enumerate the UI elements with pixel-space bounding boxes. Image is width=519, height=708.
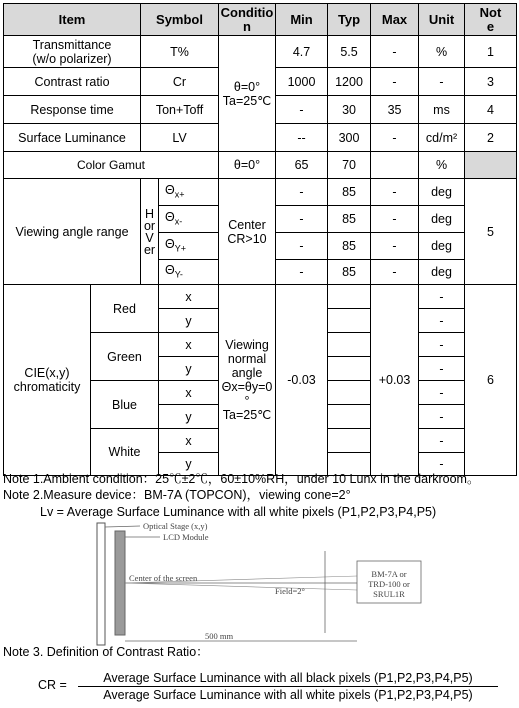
header-item: Item: [4, 4, 141, 36]
transmittance-item: Transmittance (w/o polarizer): [4, 36, 141, 68]
viewing-max-1: -: [371, 179, 419, 206]
viewing-typ-4: 85: [328, 260, 371, 285]
viewing-typ-1: 85: [328, 179, 371, 206]
device-line-3: SRUL1R: [373, 589, 405, 599]
contrast-note: 3: [465, 68, 517, 96]
note-2: Note 2.Measure device：BM-7A (TOPCON)，viewing cone=2°: [3, 488, 351, 502]
cie-condition: Viewing normal angle Θx=θy=0 ° Ta=25℃: [219, 285, 276, 476]
viewing-symbol-x-plus: $\Theta_{x+}$: [159, 179, 219, 206]
viewing-min-3: -: [276, 233, 328, 260]
cie-unit-7: -: [419, 429, 465, 453]
lcd-module-shape: [115, 531, 125, 635]
transmittance-typ: 5.5: [328, 36, 371, 68]
header-symbol: Symbol: [141, 4, 219, 36]
gamut-max: [371, 152, 419, 179]
device-line-1: BM-7A or: [371, 569, 407, 579]
luminance-min: --: [276, 124, 328, 152]
transmittance-note: 1: [465, 36, 517, 68]
viewing-max-4: -: [371, 260, 419, 285]
cie-unit-2: -: [419, 309, 465, 333]
contrast-unit: -: [419, 68, 465, 96]
cie-green-y: y: [159, 357, 219, 381]
header-row: [4, 4, 517, 36]
cie-item: CIE(x,y) chromaticity: [4, 285, 91, 476]
viewing-symbol-y-plus: $\Theta_{Y+}$: [159, 233, 219, 260]
contrast-ratio-fraction: [78, 671, 498, 702]
fraction-denominator: Average Surface Luminance with all white pixels (P1,P2,P3,P4,P5): [103, 688, 473, 702]
cie-white-y: y: [159, 453, 219, 476]
cie-typ-6: [328, 405, 371, 429]
luminance-max: -: [371, 124, 419, 152]
viewing-note: 5: [465, 179, 517, 285]
response-min: -: [276, 96, 328, 124]
transmittance-min: 4.7: [276, 36, 328, 68]
viewing-unit-1: deg: [419, 179, 465, 206]
response-symbol: Ton+Toff: [141, 96, 219, 124]
header-unit: Unit: [419, 4, 465, 36]
cie-unit-8: -: [419, 453, 465, 476]
note-1: Note 1.Ambient condition：25℃±2℃，60±10%RH，under 10 Lunx in the darkroom。: [3, 472, 480, 486]
row-transmittance: [4, 36, 517, 68]
gamut-condition: θ=0°: [219, 152, 276, 179]
viewing-max-3: -: [371, 233, 419, 260]
contrast-typ: 1200: [328, 68, 371, 96]
gamut-unit: %: [419, 152, 465, 179]
cie-min: -0.03: [276, 285, 328, 476]
cie-green-x: x: [159, 333, 219, 357]
cie-unit-4: -: [419, 357, 465, 381]
optical-spec-table: [3, 3, 517, 476]
measurement-setup-diagram: [95, 521, 455, 649]
cie-unit-3: -: [419, 333, 465, 357]
cie-typ-7: [328, 429, 371, 453]
stage-leader: [105, 526, 140, 527]
center-label: Center of the screen: [129, 573, 198, 583]
cie-red-y: y: [159, 309, 219, 333]
gamut-item: Color Gamut: [4, 152, 219, 179]
cie-red-label: Red: [91, 285, 159, 333]
gamut-typ: 70: [328, 152, 371, 179]
cie-typ-1: [328, 285, 371, 309]
fraction-numerator: Average Surface Luminance with all black pixels (P1,P2,P3,P4,P5): [103, 671, 473, 685]
response-unit: ms: [419, 96, 465, 124]
luminance-symbol: LV: [141, 124, 219, 152]
viewing-max-2: -: [371, 206, 419, 233]
viewing-min-1: -: [276, 179, 328, 206]
transmittance-unit: %: [419, 36, 465, 68]
cie-blue-label: Blue: [91, 381, 159, 429]
row-gamut: [4, 152, 517, 179]
luminance-typ: 300: [328, 124, 371, 152]
viewing-hv: H or V er: [141, 179, 159, 285]
viewing-symbol-y-minus: $\Theta_{Y-}$: [159, 260, 219, 285]
header-min: Min: [276, 4, 328, 36]
viewing-unit-3: deg: [419, 233, 465, 260]
viewing-typ-3: 85: [328, 233, 371, 260]
response-note: 4: [465, 96, 517, 124]
viewing-symbol-x-minus: $\Theta_{x-}$: [159, 206, 219, 233]
cie-typ-4: [328, 357, 371, 381]
cie-unit-6: -: [419, 405, 465, 429]
optical-stage-label: Optical Stage (x,y): [143, 521, 208, 531]
transmittance-max: -: [371, 36, 419, 68]
cr-label: CR =: [38, 678, 67, 692]
header-typ: Typ: [328, 4, 371, 36]
distance-label: 500 mm: [205, 631, 234, 641]
cie-unit-5: -: [419, 381, 465, 405]
cie-unit-1: -: [419, 285, 465, 309]
optical-stage-shape: [97, 523, 105, 645]
group1-condition: θ=0° Ta=25℃: [219, 36, 276, 152]
cie-typ-5: [328, 381, 371, 405]
gamut-min: 65: [276, 152, 328, 179]
viewing-unit-4: deg: [419, 260, 465, 285]
viewing-typ-2: 85: [328, 206, 371, 233]
viewing-condition: Center CR>10: [219, 179, 276, 285]
cone-lower: [125, 583, 357, 590]
viewing-min-4: -: [276, 260, 328, 285]
luminance-item: Surface Luminance: [4, 124, 141, 152]
contrast-max: -: [371, 68, 419, 96]
cie-typ-3: [328, 333, 371, 357]
field-label: Field=2°: [275, 586, 305, 596]
row-cie-red-x: [4, 285, 517, 309]
transmittance-symbol: T%: [141, 36, 219, 68]
viewing-min-2: -: [276, 206, 328, 233]
gamut-note-empty: [465, 152, 517, 179]
cie-blue-y: y: [159, 405, 219, 429]
lcd-module-label: LCD Module: [163, 532, 209, 542]
response-max: 35: [371, 96, 419, 124]
contrast-item: Contrast ratio: [4, 68, 141, 96]
cie-typ-2: [328, 309, 371, 333]
luminance-note: 2: [465, 124, 517, 152]
contrast-symbol: Cr: [141, 68, 219, 96]
row-viewing-1: [4, 179, 517, 206]
header-note: Not e: [465, 4, 517, 36]
header-max: Max: [371, 4, 419, 36]
cie-white-label: White: [91, 429, 159, 476]
cie-blue-x: x: [159, 381, 219, 405]
cie-max: +0.03: [371, 285, 419, 476]
fraction-bar: [78, 686, 498, 687]
cie-note: 6: [465, 285, 517, 476]
viewing-item: Viewing angle range: [4, 179, 141, 285]
response-item: Response time: [4, 96, 141, 124]
luminance-unit: cd/m²: [419, 124, 465, 152]
cie-red-x: x: [159, 285, 219, 309]
contrast-min: 1000: [276, 68, 328, 96]
device-line-2: TRD-100 or: [368, 579, 410, 589]
response-typ: 30: [328, 96, 371, 124]
note-3: Note 3. Definition of Contrast Ratio：: [3, 645, 209, 659]
cie-green-label: Green: [91, 333, 159, 381]
header-condition: Conditio n: [219, 4, 276, 36]
viewing-unit-2: deg: [419, 206, 465, 233]
cie-white-x: x: [159, 429, 219, 453]
lv-definition: Lv = Average Surface Luminance with all white pixels (P1,P2,P3,P4,P5): [40, 505, 437, 519]
